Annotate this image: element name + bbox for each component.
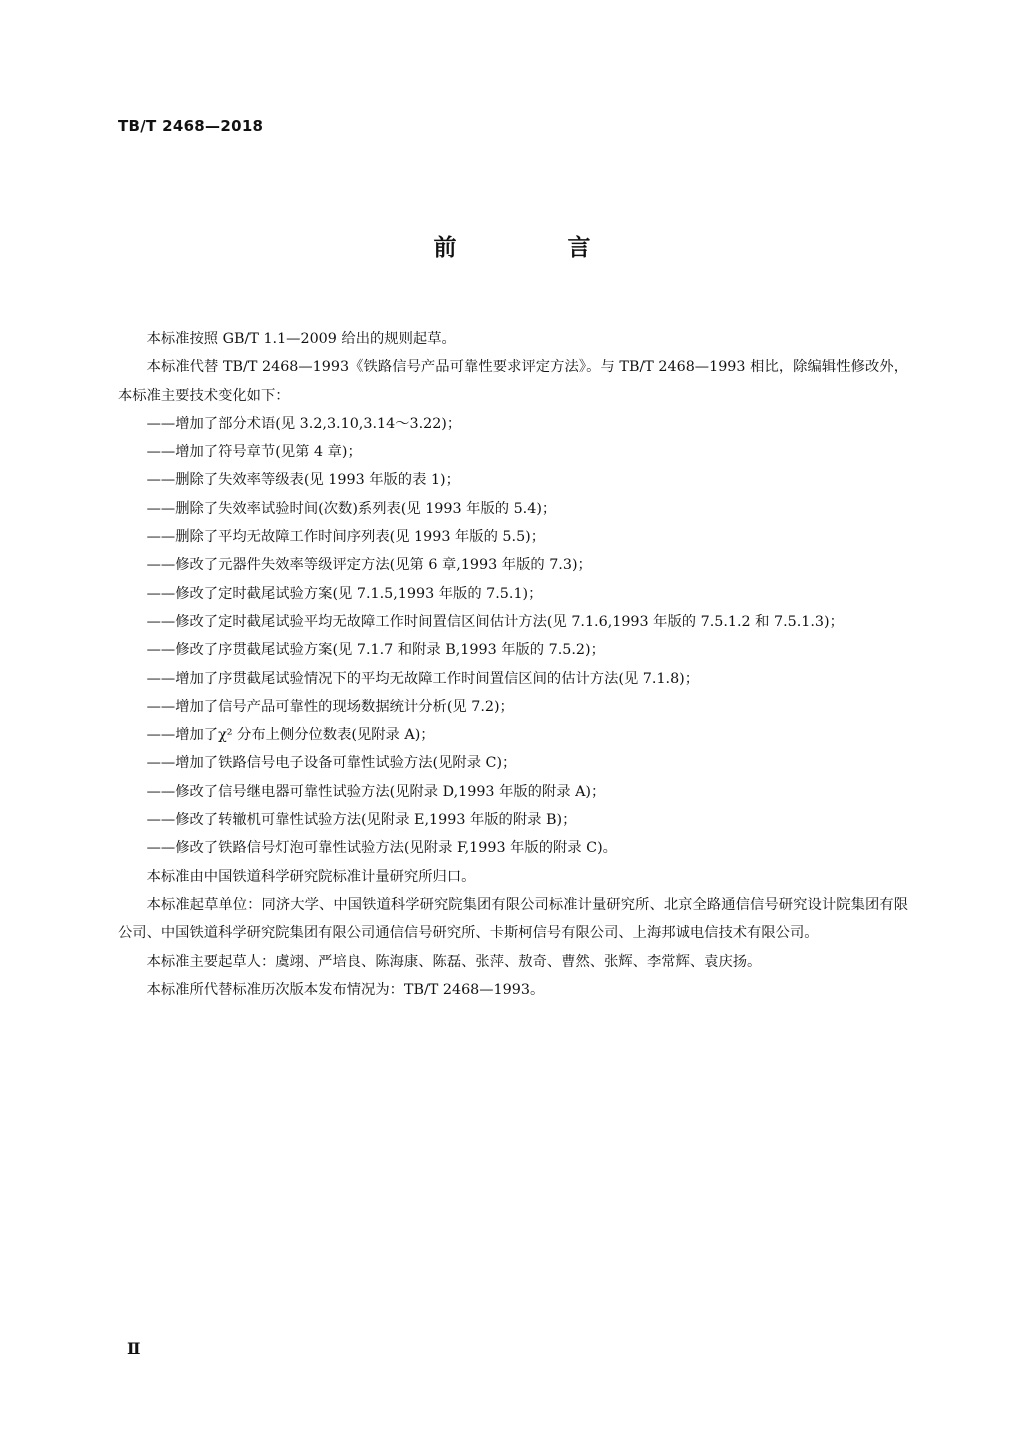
list-item: ——增加了铁路信号电子设备可靠性试验方法(见附录 C)； (146, 755, 517, 772)
page-number: Ⅱ (127, 1339, 141, 1358)
list-item: ——增加了部分术语(见 3.2,3.10,3.14～3.22)； (146, 415, 462, 432)
list-item: ——删除了失效率试验时间(次数)系列表(见 1993 年版的 5.4)； (146, 500, 557, 517)
list-item: ——增加了序贯截尾试验情况下的平均无故障工作时间置信区间的估计方法(见 7.1.8)； (146, 670, 700, 687)
paragraph: 本标准由中国铁道科学研究院标准计量研究所归口。 (146, 868, 476, 885)
page-title: 前 言 (433, 235, 635, 261)
list-item: ——修改了元器件失效率等级评定方法(见第 6 章,1993 年版的 7.3)； (146, 557, 592, 574)
list-item: ——删除了平均无故障工作时间序列表(见 1993 年版的 5.5)； (146, 529, 546, 546)
paragraph: 本标准所代替标准历次版本发布情况为：TB/T 2468—1993。 (146, 981, 545, 998)
list-item: ——修改了转辙机可靠性试验方法(见附录 E,1993 年版的附录 B)； (146, 812, 577, 829)
list-item: ——修改了定时截尾试验平均无故障工作时间置信区间估计方法(见 7.1.6,1993 年版的 7.5.1.2 和 7.5.1.3)； (146, 613, 844, 630)
paragraph: 本标准起草单位：同济大学、中国铁道科学研究院集团有限公司标准计量研究所、北京全路通信信号研究设计院集团有限公司、中国铁道科学研究院集团有限公司通信信号研究所、卡斯柯信号有限公司、上海邦诚电信技术有限公司。 (118, 896, 908, 942)
list-item: ——修改了信号继电器可靠性试验方法(见附录 D,1993 年版的附录 A)； (146, 783, 606, 800)
list-item: ——修改了铁路信号灯泡可靠性试验方法(见附录 F,1993 年版的附录 C)。 (146, 840, 617, 857)
list-item: ——增加了信号产品可靠性的现场数据统计分析(见 7.2)； (146, 698, 514, 715)
paragraph: 本标准主要起草人：虞翊、严培良、陈海康、陈磊、张萍、敖奇、曹然、张辉、李常辉、袁庆扬。 (146, 953, 762, 970)
paragraph: 本标准代替 TB/T 2468—1993《铁路信号产品可靠性要求评定方法》。与 TB/T 2468—1993 相比，除编辑性修改外，本标准主要技术变化如下： (118, 359, 908, 404)
paragraph: 本标准按照 GB/T 1.1—2009 给出的规则起草。 (146, 331, 456, 347)
foreword-body (118, 325, 908, 1004)
list-item: ——增加了χ² 分布上侧分位数表(见附录 A)； (146, 727, 435, 744)
list-item: ——删除了失效率等级表(见 1993 年版的表 1)； (146, 472, 460, 489)
list-item: ——修改了序贯截尾试验方案(见 7.1.7 和附录 B,1993 年版的 7.5.2)； (146, 642, 605, 659)
list-item: ——修改了定时截尾试验方案(见 7.1.5,1993 年版的 7.5.1)； (146, 585, 543, 602)
standard-code: TB/T 2468—2018 (118, 117, 264, 135)
list-item: ——增加了符号章节(见第 4 章)； (146, 444, 362, 461)
